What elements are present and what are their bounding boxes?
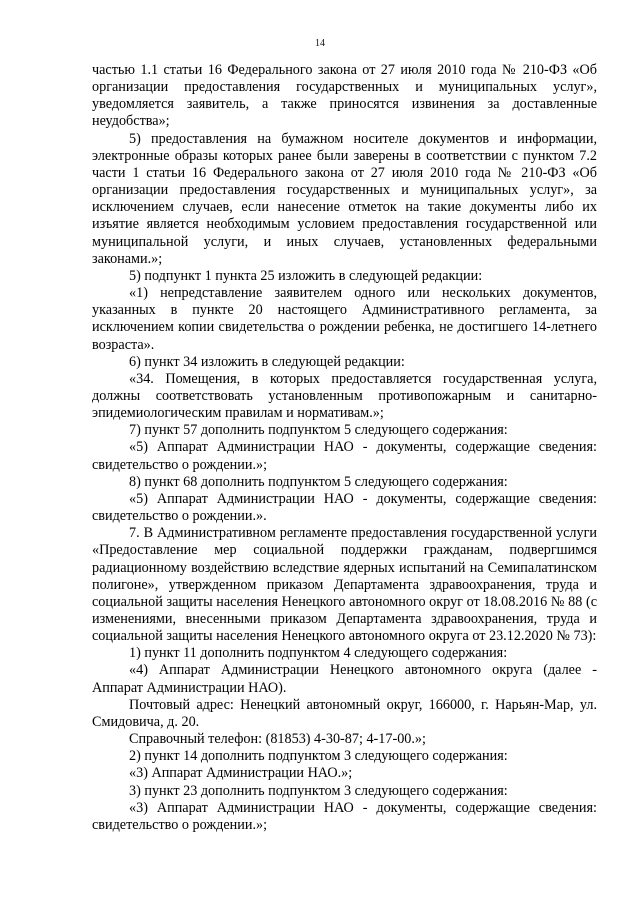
document-body [92, 62, 597, 834]
paragraph-item-3-point-23: 3) пункт 23 дополнить подпунктом 3 следующего содержания: [129, 782, 508, 799]
paragraph-item-1-point-11: 1) пункт 11 дополнить подпунктом 4 следующего содержания: [129, 645, 508, 662]
paragraph-item-5-paper-documents: 5) предоставления на бумажном носителе документов и информации, электронные образы которых ранее были заверены в соответствии с пунктом 7.2 части 1 статьи 16 Федерального закона от 27 июля 2010 года № 210-ФЗ «Об организации предоставления государственных и муниципальных услуг», за исключением случаев, если нанесение отметок на такие документы либо их изъятие является необходимым условием предоставления государственной или муниципальной услуги, и иных случаев, установленных федеральными законами.»; [92, 130, 597, 267]
paragraph-quoted-subpoint-3-b: «3) Аппарат Администрации НАО - документы, содержащие сведения: свидетельство о рождении.»; [92, 799, 597, 833]
paragraph-section-7: 7. В Административном регламенте предоставления государственной услуги «Предоставление мер социальной поддержки гражданам, подвергшимся радиационному воздействию вследствие ядерных испытаний на Семипалатинском полигоне», утвержденном приказом Департамента здравоохранения, труда и социальной защиты населения Ненецкого автономного округ от 18.08.2016 № 88 (с изменениями, внесенными приказом Департамента здравоохранения, труда и социальной защиты населения Ненецкого автономного округа от 23.12.2020 № 73): [92, 525, 597, 645]
page-number: 14 [315, 38, 325, 49]
paragraph-quoted-subpoint-4: «4) Аппарат Администрации Ненецкого автономного округа (далее - Аппарат Администрации НАО). [92, 662, 597, 696]
paragraph-item-7-point-57: 7) пункт 57 дополнить подпунктом 5 следующего содержания: [129, 422, 508, 439]
paragraph-item-2-point-14: 2) пункт 14 дополнить подпунктом 3 следующего содержания: [129, 748, 508, 765]
paragraph-reference-phone: Справочный телефон: (81853) 4-30-87; 4-17-00.»; [129, 731, 426, 748]
paragraph-item-5-point-25: 5) подпункт 1 пункта 25 изложить в следующей редакции: [129, 267, 483, 284]
paragraph-quoted-point-1: «1) непредставление заявителем одного или нескольких документов, указанных в пункте 20 настоящего Административного регламента, за исключением копии свидетельства о рождении ребенка, не достигшего 14-летнего возраста». [92, 285, 597, 353]
paragraph-item-6-point-34: 6) пункт 34 изложить в следующей редакции: [129, 353, 405, 370]
paragraph-continuation: частью 1.1 статьи 16 Федерального закона от 27 июля 2010 года № 210-ФЗ «Об организации предоставления государственных и муниципальных услуг», уведомляется заявитель, а также приносятся извинения за доставленные неудобства»; [92, 62, 597, 130]
paragraph-postal-address: Почтовый адрес: Ненецкий автономный округ, 166000, г. Нарьян-Мар, ул. Смидовича, д. 20. [92, 696, 597, 730]
paragraph-quoted-subpoint-3-a: «3) Аппарат Администрации НАО.»; [129, 765, 353, 782]
paragraph-quoted-subpoint-5-a: «5) Аппарат Администрации НАО - документы, содержащие сведения: свидетельство о рождении.»; [92, 439, 597, 473]
paragraph-quoted-point-34: «34. Помещения, в которых предоставляется государственная услуга, должны соответствовать установленным противопожарным и санитарно-эпидемиологическим правилам и нормативам.»; [92, 370, 597, 422]
paragraph-quoted-subpoint-5-b: «5) Аппарат Администрации НАО - документы, содержащие сведения: свидетельство о рождении.». [92, 490, 597, 525]
paragraph-item-8-point-68: 8) пункт 68 дополнить подпунктом 5 следующего содержания: [129, 473, 508, 490]
